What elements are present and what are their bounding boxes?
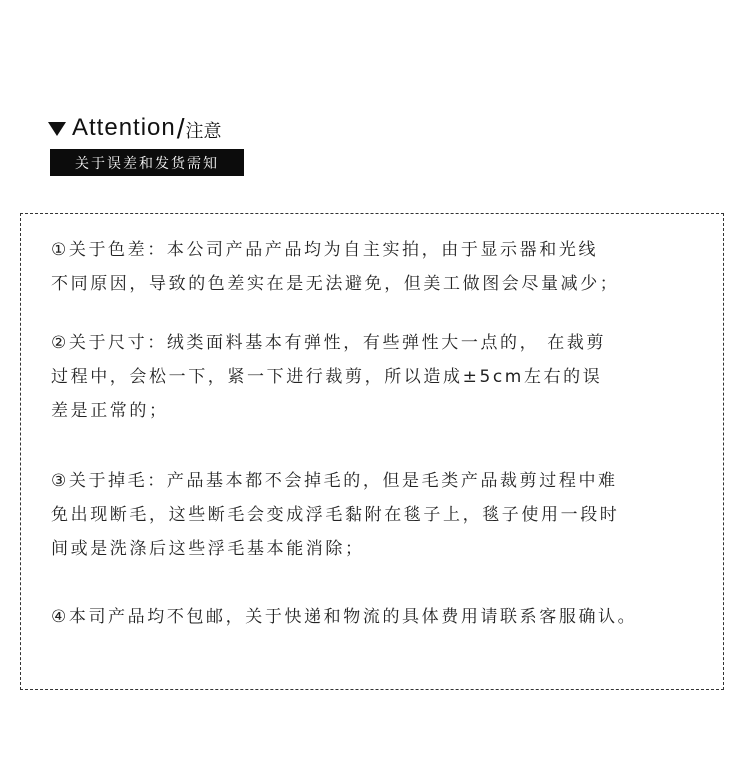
notice-banner: 关于误差和发货需知 (50, 149, 244, 176)
note-line: ①关于色差：本公司产品产品均为自主实拍，由于显示器和光线 (51, 240, 599, 260)
note-line: ④本司产品均不包邮，关于快递和物流的具体费用请联系客服确认。 (51, 607, 638, 627)
note-shipping (51, 600, 731, 634)
note-size (51, 326, 731, 428)
note-line: 过程中，会松一下，紧一下进行裁剪，所以造成±5cm左右的误 (51, 367, 603, 387)
attention-header (48, 112, 222, 144)
title-slash: / (176, 113, 185, 144)
note-line: 不同原因，导致的色差实在是无法避免，但美工做图会尽量减少； (51, 274, 620, 294)
attention-title: Attention (72, 114, 176, 141)
note-color-difference (51, 233, 731, 301)
note-line: 差是正常的； (51, 401, 169, 421)
note-line: ③关于掉毛：产品基本都不会掉毛的，但是毛类产品裁剪过程中难 (51, 471, 618, 491)
attention-title-cn: 注意 (185, 121, 222, 142)
note-line: ②关于尺寸：绒类面料基本有弹性，有些弹性大一点的， 在裁剪 (51, 333, 607, 353)
note-line: 免出现断毛，这些断毛会变成浮毛黏附在毯子上，毯子使用一段时 (51, 505, 620, 525)
note-line: 间或是洗涤后这些浮毛基本能消除； (51, 539, 365, 559)
triangle-down-icon (48, 122, 66, 136)
note-shedding (51, 464, 731, 566)
notes-box (20, 213, 724, 690)
